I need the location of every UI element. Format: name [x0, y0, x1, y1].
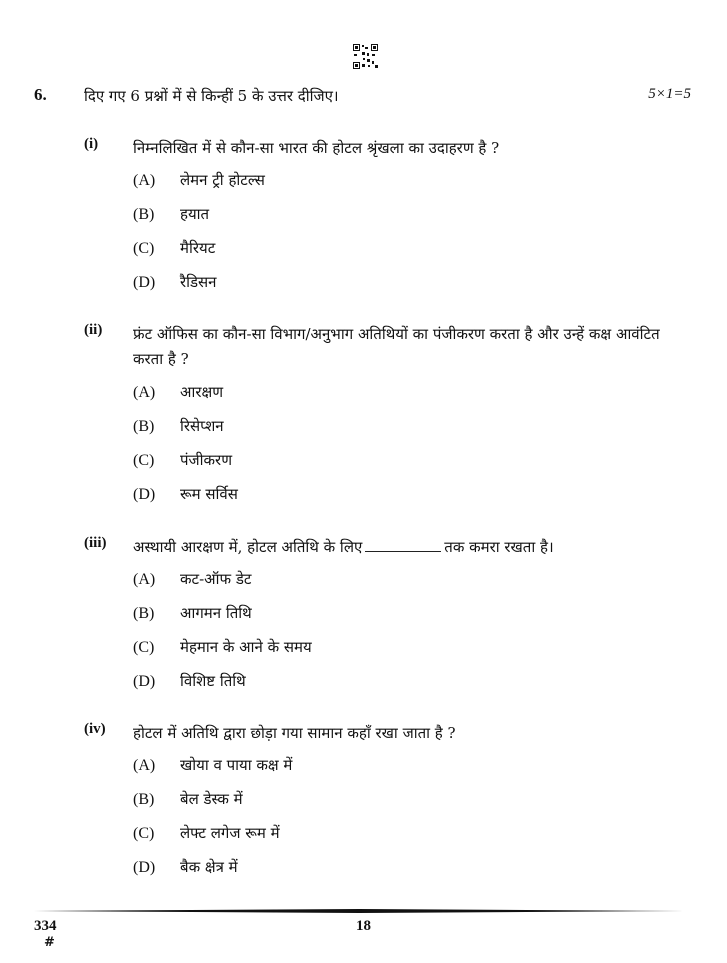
- option-c: [133, 450, 232, 470]
- option-label: (A): [133, 384, 156, 401]
- subquestion-number: (iii): [84, 535, 107, 551]
- option-text: बेल डेस्क में: [180, 790, 243, 808]
- option-text: रैडिसन: [180, 273, 217, 291]
- option-label: (B): [133, 605, 155, 622]
- subquestion-text-before: अस्थायी आरक्षण में, होटल अतिथि के लिए: [133, 538, 363, 556]
- option-label: (D): [133, 859, 156, 876]
- fill-in-blank: [365, 537, 441, 552]
- option-d: [133, 272, 217, 292]
- option-a: [133, 170, 265, 190]
- option-text: बैक क्षेत्र में: [180, 858, 238, 876]
- option-b: [133, 789, 243, 809]
- qr-code-icon: [353, 44, 378, 69]
- footer-hash: #: [44, 935, 55, 950]
- option-b: [133, 204, 209, 224]
- option-label: (B): [133, 418, 155, 435]
- option-text: आगमन तिथि: [180, 604, 252, 622]
- question-instruction: दिए गए 6 प्रश्नों में से किन्हीं 5 के उत्तर दीजिए।: [84, 87, 339, 105]
- option-d: [133, 857, 238, 877]
- footer-divider: [34, 909, 684, 913]
- option-label: (C): [133, 452, 155, 469]
- option-a: [133, 569, 251, 589]
- option-label: (D): [133, 673, 156, 690]
- option-label: (A): [133, 757, 156, 774]
- option-text: हयात: [180, 205, 210, 223]
- option-label: (B): [133, 206, 155, 223]
- option-text: खोया व पाया कक्ष में: [180, 756, 293, 774]
- option-label: (D): [133, 486, 156, 503]
- option-c: [133, 238, 215, 258]
- option-label: (C): [133, 825, 155, 842]
- subquestion-text: [133, 535, 678, 560]
- option-text: विशिष्ट तिथि: [180, 672, 246, 690]
- option-b: [133, 603, 252, 623]
- option-label: (C): [133, 240, 155, 257]
- option-d: [133, 484, 238, 504]
- subquestion-number: (ii): [84, 322, 103, 338]
- option-b: [133, 416, 224, 436]
- option-label: (C): [133, 639, 155, 656]
- option-label: (B): [133, 791, 155, 808]
- subquestion-text-after: तक कमरा रखता है।: [444, 538, 554, 556]
- subquestion-text: फ्रंट ऑफिस का कौन-सा विभाग/अनुभाग अतिथियों का पंजीकरण करता है और उन्हें कक्ष आवंटित करता है ?: [133, 325, 660, 368]
- subquestion-text: होटल में अतिथि द्वारा छोड़ा गया सामान कहाँ रखा जाता है ?: [133, 724, 456, 742]
- option-text: कट-ऑफ डेट: [180, 570, 252, 588]
- option-label: (A): [133, 172, 156, 189]
- option-text: पंजीकरण: [180, 451, 233, 469]
- question-number: 6.: [34, 85, 47, 104]
- subquestion-text: निम्नलिखित में से कौन-सा भारत की होटल श्रृंखला का उदाहरण है ?: [133, 139, 500, 157]
- option-label: (D): [133, 274, 156, 291]
- option-text: लेमन ट्री होटल्स: [180, 171, 265, 189]
- page-number: 18: [356, 918, 371, 934]
- option-text: मैरियट: [180, 239, 216, 257]
- option-text: मेहमान के आने के समय: [180, 638, 312, 656]
- paper-code: 334: [34, 918, 57, 934]
- option-text: आरक्षण: [180, 383, 224, 401]
- option-c: [133, 823, 280, 843]
- option-a: [133, 382, 223, 402]
- option-c: [133, 637, 312, 657]
- option-text: लेफ्ट लगेज रूम में: [180, 824, 280, 842]
- option-d: [133, 671, 246, 691]
- option-a: [133, 755, 292, 775]
- option-text: रूम सर्विस: [180, 485, 238, 503]
- option-text: रिसेप्शन: [180, 417, 224, 435]
- subquestion-number: (i): [84, 136, 99, 152]
- option-label: (A): [133, 571, 156, 588]
- question-marks: 5×1=5: [648, 86, 691, 102]
- subquestion-number: (iv): [84, 721, 106, 737]
